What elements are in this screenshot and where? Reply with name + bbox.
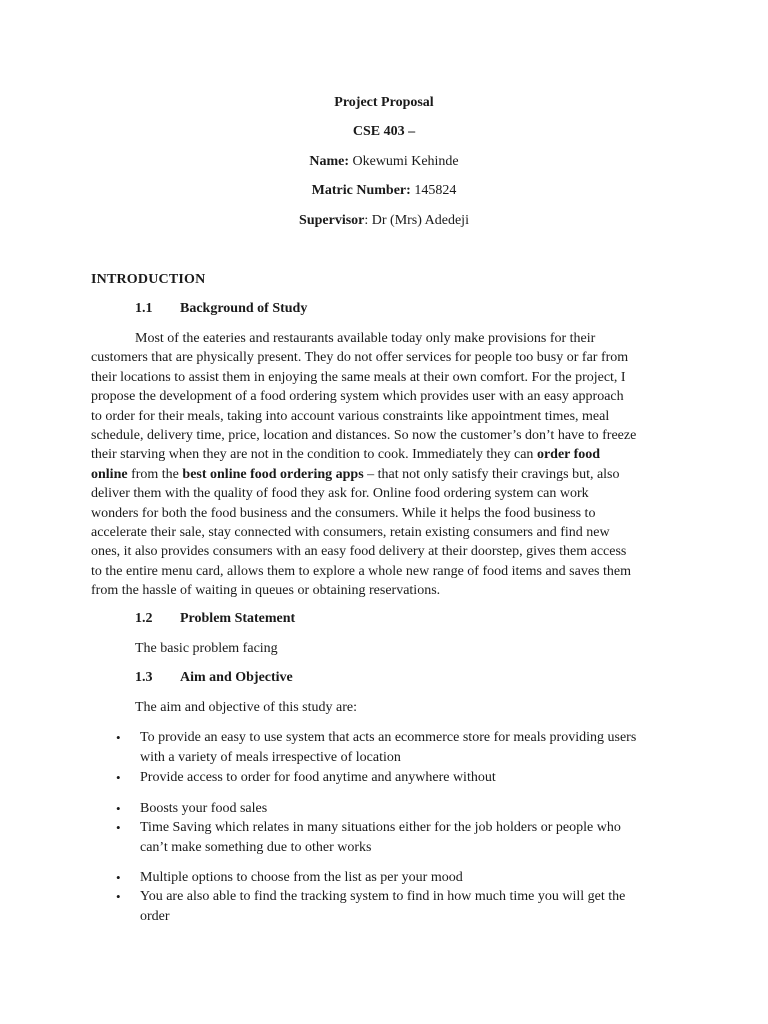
paragraph-line: from the hassle of waiting in queues or obtaining reservations. xyxy=(91,583,441,599)
list-item-text: can’t make something due to other works xyxy=(140,840,372,855)
name-line xyxy=(0,152,768,172)
matric-line xyxy=(0,181,768,201)
section-title: Problem Statement xyxy=(180,611,296,626)
paragraph-line xyxy=(91,445,677,464)
name-value: Okewumi Kehinde xyxy=(352,154,459,169)
matric-label: Matric Number: xyxy=(311,183,411,198)
section-title: Aim and Objective xyxy=(180,670,293,685)
paragraph-line xyxy=(91,465,677,484)
paragraph-line: deliver them with the quality of food they ask for. Online food ordering system can work xyxy=(91,486,589,502)
list-item-text: with a variety of meals irrespective of location xyxy=(140,750,401,765)
list-item-text: Provide access to order for food anytime and anywhere without xyxy=(140,770,496,785)
section-number: 1.3 xyxy=(135,670,153,685)
bold-phrase: online xyxy=(91,466,128,482)
list-item-text: You are also able to find the tracking system to find in how much time you will get the xyxy=(140,889,626,904)
list-item-text: Time Saving which relates in many situations either for the job holders or people who xyxy=(140,820,621,835)
paragraph-line: to the entire menu card, allows them to explore a whole new range of food items and saves them xyxy=(91,563,631,579)
supervisor-label: Supervisor xyxy=(299,213,365,228)
course-code: CSE 403 – xyxy=(352,124,416,139)
background-paragraph xyxy=(91,329,677,601)
supervisor-value: : Dr (Mrs) Adedeji xyxy=(364,213,469,228)
doc-title: Project Proposal xyxy=(334,95,434,110)
bullet-icon: • xyxy=(116,820,121,835)
section-number: 1.1 xyxy=(135,301,153,316)
bullet-icon: • xyxy=(116,889,121,904)
paragraph-line: schedule, delivery time, price, location and distances. So now the customer’s don’t have to freeze xyxy=(91,428,637,444)
problem-statement-text: The basic problem facing xyxy=(135,641,278,656)
bullet-icon: • xyxy=(116,870,121,885)
bold-phrase: best online food ordering apps xyxy=(182,466,364,482)
bullet-icon: • xyxy=(116,801,121,816)
paragraph-text: from the xyxy=(127,466,183,482)
section-number: 1.2 xyxy=(135,611,153,626)
paragraph-line: ones, it also provides consumers with an easy food delivery at their doorstep, gives them access xyxy=(91,544,627,560)
list-item-text: Boosts your food sales xyxy=(140,801,268,816)
bold-phrase: order food xyxy=(536,447,601,463)
paragraph-line: to order for their meals, taking into account various constraints like appointment times, meal xyxy=(91,408,610,424)
paragraph-line: their locations to assist them in enjoying the same meals at their own comfort. For the project, I xyxy=(91,369,626,385)
section-title: Background of Study xyxy=(180,301,308,316)
list-item-text: Multiple options to choose from the list as per your mood xyxy=(140,870,463,885)
introduction-heading: INTRODUCTION xyxy=(91,272,206,287)
paragraph-text: their starving when they are not in the condition to cook. Immediately they can xyxy=(91,447,537,463)
paragraph-line: Most of the eateries and restaurants available today only make provisions for their xyxy=(135,331,596,346)
supervisor-line xyxy=(0,211,768,231)
paragraph-line: wonders for both the food business and the consumers. While it helps the food business to xyxy=(91,505,596,521)
bullet-icon: • xyxy=(116,730,121,745)
list-item-text: To provide an easy to use system that acts an ecommerce store for meals providing users xyxy=(140,730,637,745)
paragraph-text: – that not only satisfy their cravings but, also xyxy=(363,466,620,482)
bullet-icon: • xyxy=(116,770,121,785)
matric-value: 145824 xyxy=(414,183,457,198)
paragraph-line: customers that are physically present. They do not offer services for people too busy or far from xyxy=(91,350,629,366)
aim-intro-text: The aim and objective of this study are: xyxy=(135,700,357,715)
name-label: Name: xyxy=(309,154,349,169)
list-item-text: order xyxy=(140,909,170,924)
paragraph-line: propose the development of a food ordering system which provides user with an easy approach xyxy=(91,389,624,405)
paragraph-line: accelerate their sale, stay connected with consumers, retain existing consumers and find new xyxy=(91,525,610,541)
